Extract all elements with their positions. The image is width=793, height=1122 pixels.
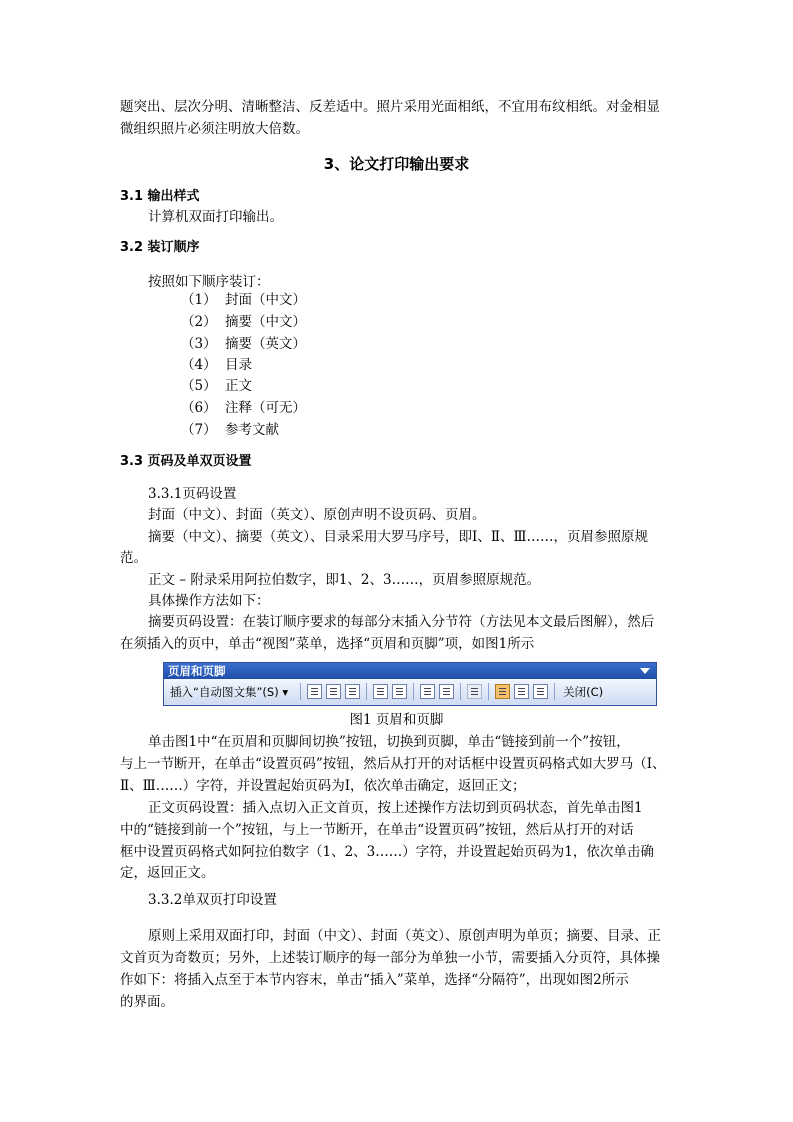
toolbar-dropdown-icon xyxy=(640,668,650,674)
para-duplex-1d: 的界面。 xyxy=(120,994,174,1010)
toolbar-title: 页眉和页脚 xyxy=(168,664,226,678)
toolbar-separator xyxy=(554,683,555,700)
heading-3-3: 3.3 页码及单双页设置 xyxy=(120,454,252,469)
insert-page-count-icon xyxy=(326,684,341,699)
toolbar-separator xyxy=(366,683,367,700)
toolbar-buttons xyxy=(164,679,656,704)
subheading-3-3-2: 3.3.2单双页打印设置 xyxy=(148,892,277,908)
close-button: 关闭(C) xyxy=(563,684,604,699)
toolbar-separator xyxy=(460,683,461,700)
show-previous-icon xyxy=(514,684,529,699)
intro-line-2: 微组织照片必须注明放大倍数。 xyxy=(120,121,309,137)
toolbar-separator xyxy=(413,683,414,700)
format-page-number-icon xyxy=(345,684,360,699)
para-duplex-1a: 原则上采用双面打印，封面（中文）、封面（英文）、原创声明为单页；摘要、目录、正 xyxy=(148,928,661,944)
para-after-fig-1b: 与上一节断开，在单击“设置页码”按钮，然后从打开的对话框中设置页码格式如大罗马（Ⅰ、 xyxy=(120,756,666,772)
link-to-previous-icon xyxy=(467,684,482,699)
figure-1-caption: 图1 页眉和页脚 xyxy=(349,712,444,728)
para-page-number-3: 正文 – 附录采用阿拉伯数字，即1、2、3……，页眉参照原规范。 xyxy=(148,572,541,588)
output-style-text: 计算机双面打印输出。 xyxy=(148,209,283,225)
para-after-fig-2c: 框中设置页码格式如阿拉伯数字（1、2、3……）字符，并设置起始页码为1，依次单击确 xyxy=(120,844,654,860)
para-duplex-1c: 作如下：将插入点至于本节内容末，单击“插入”菜单，选择“分隔符”，出现如图2所示 xyxy=(120,972,629,988)
insert-time-icon xyxy=(392,684,407,699)
page-setup-icon xyxy=(420,684,435,699)
para-page-number-2a: 摘要（中文）、摘要（英文）、目录采用大罗马序号，即Ⅰ、Ⅱ、Ⅲ……，页眉参照原规 xyxy=(148,529,649,545)
toolbar-separator xyxy=(488,683,489,700)
insert-autotext-button: 插入“自动图文集”(S) ▾ xyxy=(170,684,289,699)
section-title: 3、论文打印输出要求 xyxy=(323,155,470,173)
para-page-number-5b: 在须插入的页中，单击“视图”菜单，选择“页眉和页脚”项，如图1所示 xyxy=(120,636,535,652)
show-hide-text-icon xyxy=(439,684,454,699)
heading-3-2: 3.2 装订顺序 xyxy=(120,240,200,255)
insert-date-icon xyxy=(373,684,388,699)
toolbar-separator xyxy=(300,683,301,700)
insert-page-number-icon xyxy=(307,684,322,699)
show-next-icon xyxy=(533,684,548,699)
header-footer-toolbar xyxy=(163,662,657,706)
document-page: 题突出、层次分明、清晰整洁、反差适中。照片采用光面相纸，不宜用布纹相纸。对金相显 微组织照片必须注明放大倍数。 3、论文打印输出要求 3.1 输出样式 计算机双面打印输出。 3.2 装订顺序 按照如下顺序装订： （1） 封面（中文） （2） 摘要（中文） （3） 摘要（英文） （4） 目录 （5） 正文 （6） 注释（可无） （7） 参考文献 3.3 页码及单双页设置 3.3.1页码设置 封面（中文）、封面（英文）、原创声明不设页码、页眉。 摘要（中文）、摘要（英文）、目录采用大罗马序号，即Ⅰ、Ⅱ、Ⅲ……，页眉参照原规 范。 正文 – 附录采用阿拉伯数字，即1、2、3……，页眉参照原规范。 具体操作方法如下： 摘要页码设置：在装订顺序要求的每部分末插入分节符（方法见本文最后图解），然后 在须插入的页中，单击“视图”菜单，选择“页眉和页脚”项，如图1所示 页眉和页脚 插入“自动图文集”(S) ▾ 关闭(C) 图1 页眉和页脚 单击图1中“在页眉和页脚间切换”按钮，切换到页脚，单击“链接到前一个”按钮， 与上一节断开，在单击“设置页码”按钮，然后从打开的对话框中设置页码格式如大罗马（Ⅰ、 Ⅱ、Ⅲ……）字符，并设置起始页码为Ⅰ，依次单击确定，返回正文； 正文页码设置：插入点切入正文首页，按上述操作方法切到页码状态，首先单击图1 中的“链接到前一个”按钮，与上一节断开，在单击“设置页码”按钮，然后从打开的对话 框中设置页码格式如阿拉伯数字（1、2、3……）字符，并设置起始页码为1，依次单击确 定，返回正文。 3.3.2单双页打印设置 原则上采用双面打印，封面（中文）、封面（英文）、原创声明为单页；摘要、目录、正 文首页为奇数页；另外，上述装订顺序的每一部分为单独一小节，需要插入分页符，具体操 作如下：将插入点至于本节内容末，单击“插入”菜单，选择“分隔符”，出现如图2所示 的界面。 xyxy=(0,0,793,1122)
intro-line-1: 题突出、层次分明、清晰整洁、反差适中。照片采用光面相纸，不宜用布纹相纸。对金相显 xyxy=(120,99,660,115)
heading-3-1: 3.1 输出样式 xyxy=(120,189,200,204)
para-after-fig-1c: Ⅱ、Ⅲ……）字符，并设置起始页码为Ⅰ，依次单击确定，返回正文； xyxy=(120,778,526,794)
para-after-fig-2b: 中的“链接到前一个”按钮，与上一节断开，在单击“设置页码”按钮，然后从打开的对话 xyxy=(120,822,634,838)
para-page-number-4: 具体操作方法如下： xyxy=(148,593,270,609)
para-after-fig-2d: 定，返回正文。 xyxy=(120,865,215,881)
binding-lead: 按照如下顺序装订： xyxy=(148,274,270,290)
para-duplex-1b: 文首页为奇数页；另外，上述装订顺序的每一部分为单独一小节，需要插入分页符，具体操 xyxy=(120,950,660,966)
subheading-3-3-1: 3.3.1页码设置 xyxy=(148,486,237,502)
para-page-number-5a: 摘要页码设置：在装订顺序要求的每部分末插入分节符（方法见本文最后图解），然后 xyxy=(148,614,655,630)
para-page-number-1: 封面（中文）、封面（英文）、原创声明不设页码、页眉。 xyxy=(148,507,486,523)
para-after-fig-2a: 正文页码设置：插入点切入正文首页，按上述操作方法切到页码状态，首先单击图1 xyxy=(148,800,643,816)
switch-header-footer-icon xyxy=(495,684,510,699)
para-after-fig-1a: 单击图1中“在页眉和页脚间切换”按钮，切换到页脚，单击“链接到前一个”按钮， xyxy=(148,734,630,750)
toolbar-titlebar xyxy=(164,663,656,679)
para-page-number-2b: 范。 xyxy=(120,550,147,566)
